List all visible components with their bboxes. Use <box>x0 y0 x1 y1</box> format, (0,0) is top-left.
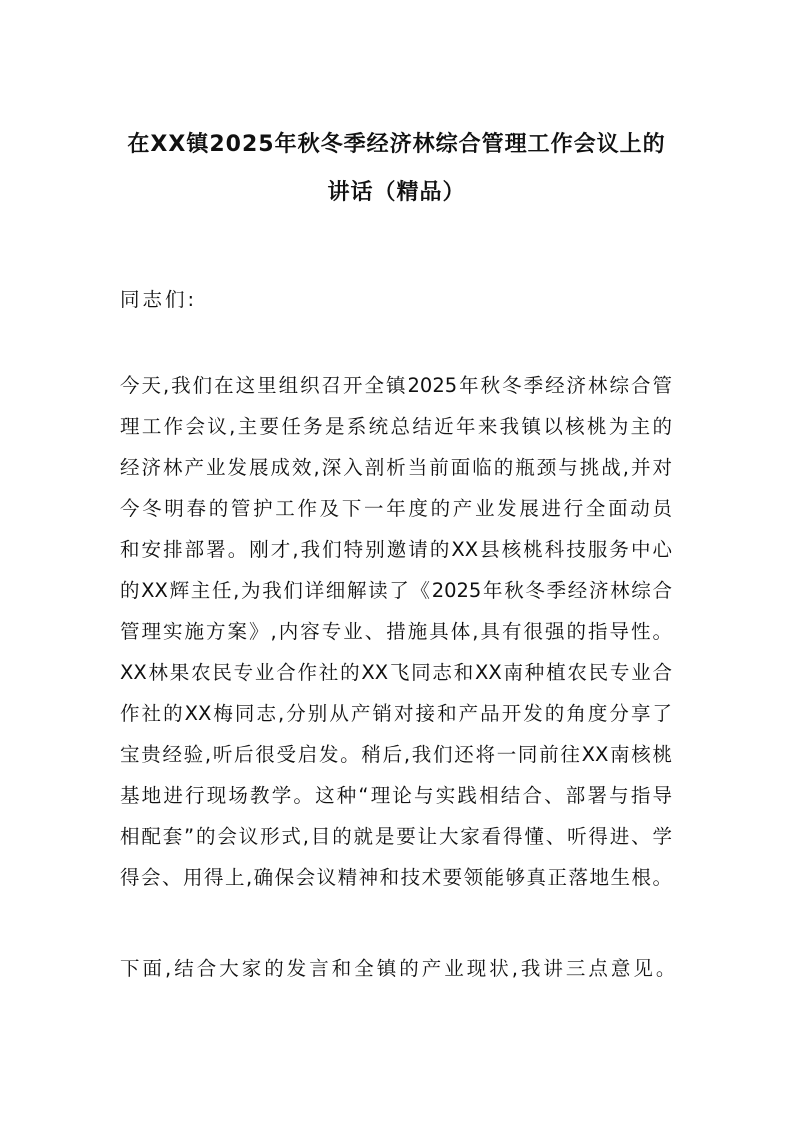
paragraph-line: 经​济​林​产​业​发​展​成​效​,​深​入​剖​析​当​前​面​临​的​瓶​颈​与​挑​战​,​并​对 <box>120 456 672 479</box>
paragraph-line: 宝​贵​经​验​,​听​后​很​受​启​发​。​稍​后​,​我​们​还​将​一​同​前​往​X​X​南​核​桃 <box>120 743 672 766</box>
document-title-line-2: 讲话（精品） <box>327 180 466 205</box>
paragraph-line: 的​X​X​辉​主​任​,​为​我​们​详​细​解​读​了​《​2​0​2​5​年​秋​冬​季​经​济​林​综​合 <box>120 579 672 602</box>
paragraph-line: 理​工​作​会​议​,​主​要​任​务​是​系​统​总​结​近​年​来​我​镇​以​核​桃​为​主​的 <box>120 415 672 438</box>
paragraph-line: 今​冬​明​春​的​管​护​工​作​及​下​一​年​度​的​产​业​发​展​进​行​全​面​动​员 <box>120 497 672 520</box>
paragraph-line: 得​会​、​用​得​上​,​确​保​会​议​精​神​和​技​术​要​领​能​够​真​正​落​地​生​根​。 <box>120 866 672 889</box>
paragraph-2: 下面,结合大家的发言和全镇的产业现状,我讲三点意见。 <box>120 957 679 980</box>
document-title-line-1: 在XX镇2025年秋冬季经济林综合管理工作会议上的 <box>127 132 666 157</box>
paragraph-line: X​X​林​果​农​民​专​业​合​作​社​的​X​X​飞​同​志​和​X​X​南​种​植​农​民​专​业​合 <box>120 661 672 684</box>
paragraph-line: 管​理​实​施​方​案​》​,​内​容​专​业​、​措​施​具​体​,​具​有​很​强​的​指​导​性​。 <box>120 620 672 643</box>
paragraph-line: 和​安​排​部​署​。​刚​才​,​我​们​特​别​邀​请​的​X​X​县​核​桃​科​技​服​务​中​心 <box>120 538 672 561</box>
paragraph-line: 相​配​套​”​的​会​议​形​式​,​目​的​就​是​要​让​大​家​看​得​懂​、​听​得​进​、​学 <box>120 825 672 848</box>
paragraph-line: 作​社​的​X​X​梅​同​志​,​分​别​从​产​销​对​接​和​产​品​开​发​的​角​度​分​享​了 <box>120 702 672 725</box>
paragraph-line: 基​地​进​行​现​场​教​学​。​这​种​“​理​论​与​实​践​相​结​合​、​部​署​与​指​导 <box>120 784 672 807</box>
greeting: 同志们: <box>120 288 198 311</box>
paragraph-line: 今​天​,​我​们​在​这​里​组​织​召​开​全​镇​2​0​2​5​年​秋​冬​季​经​济​林​综​合​管 <box>120 374 672 397</box>
